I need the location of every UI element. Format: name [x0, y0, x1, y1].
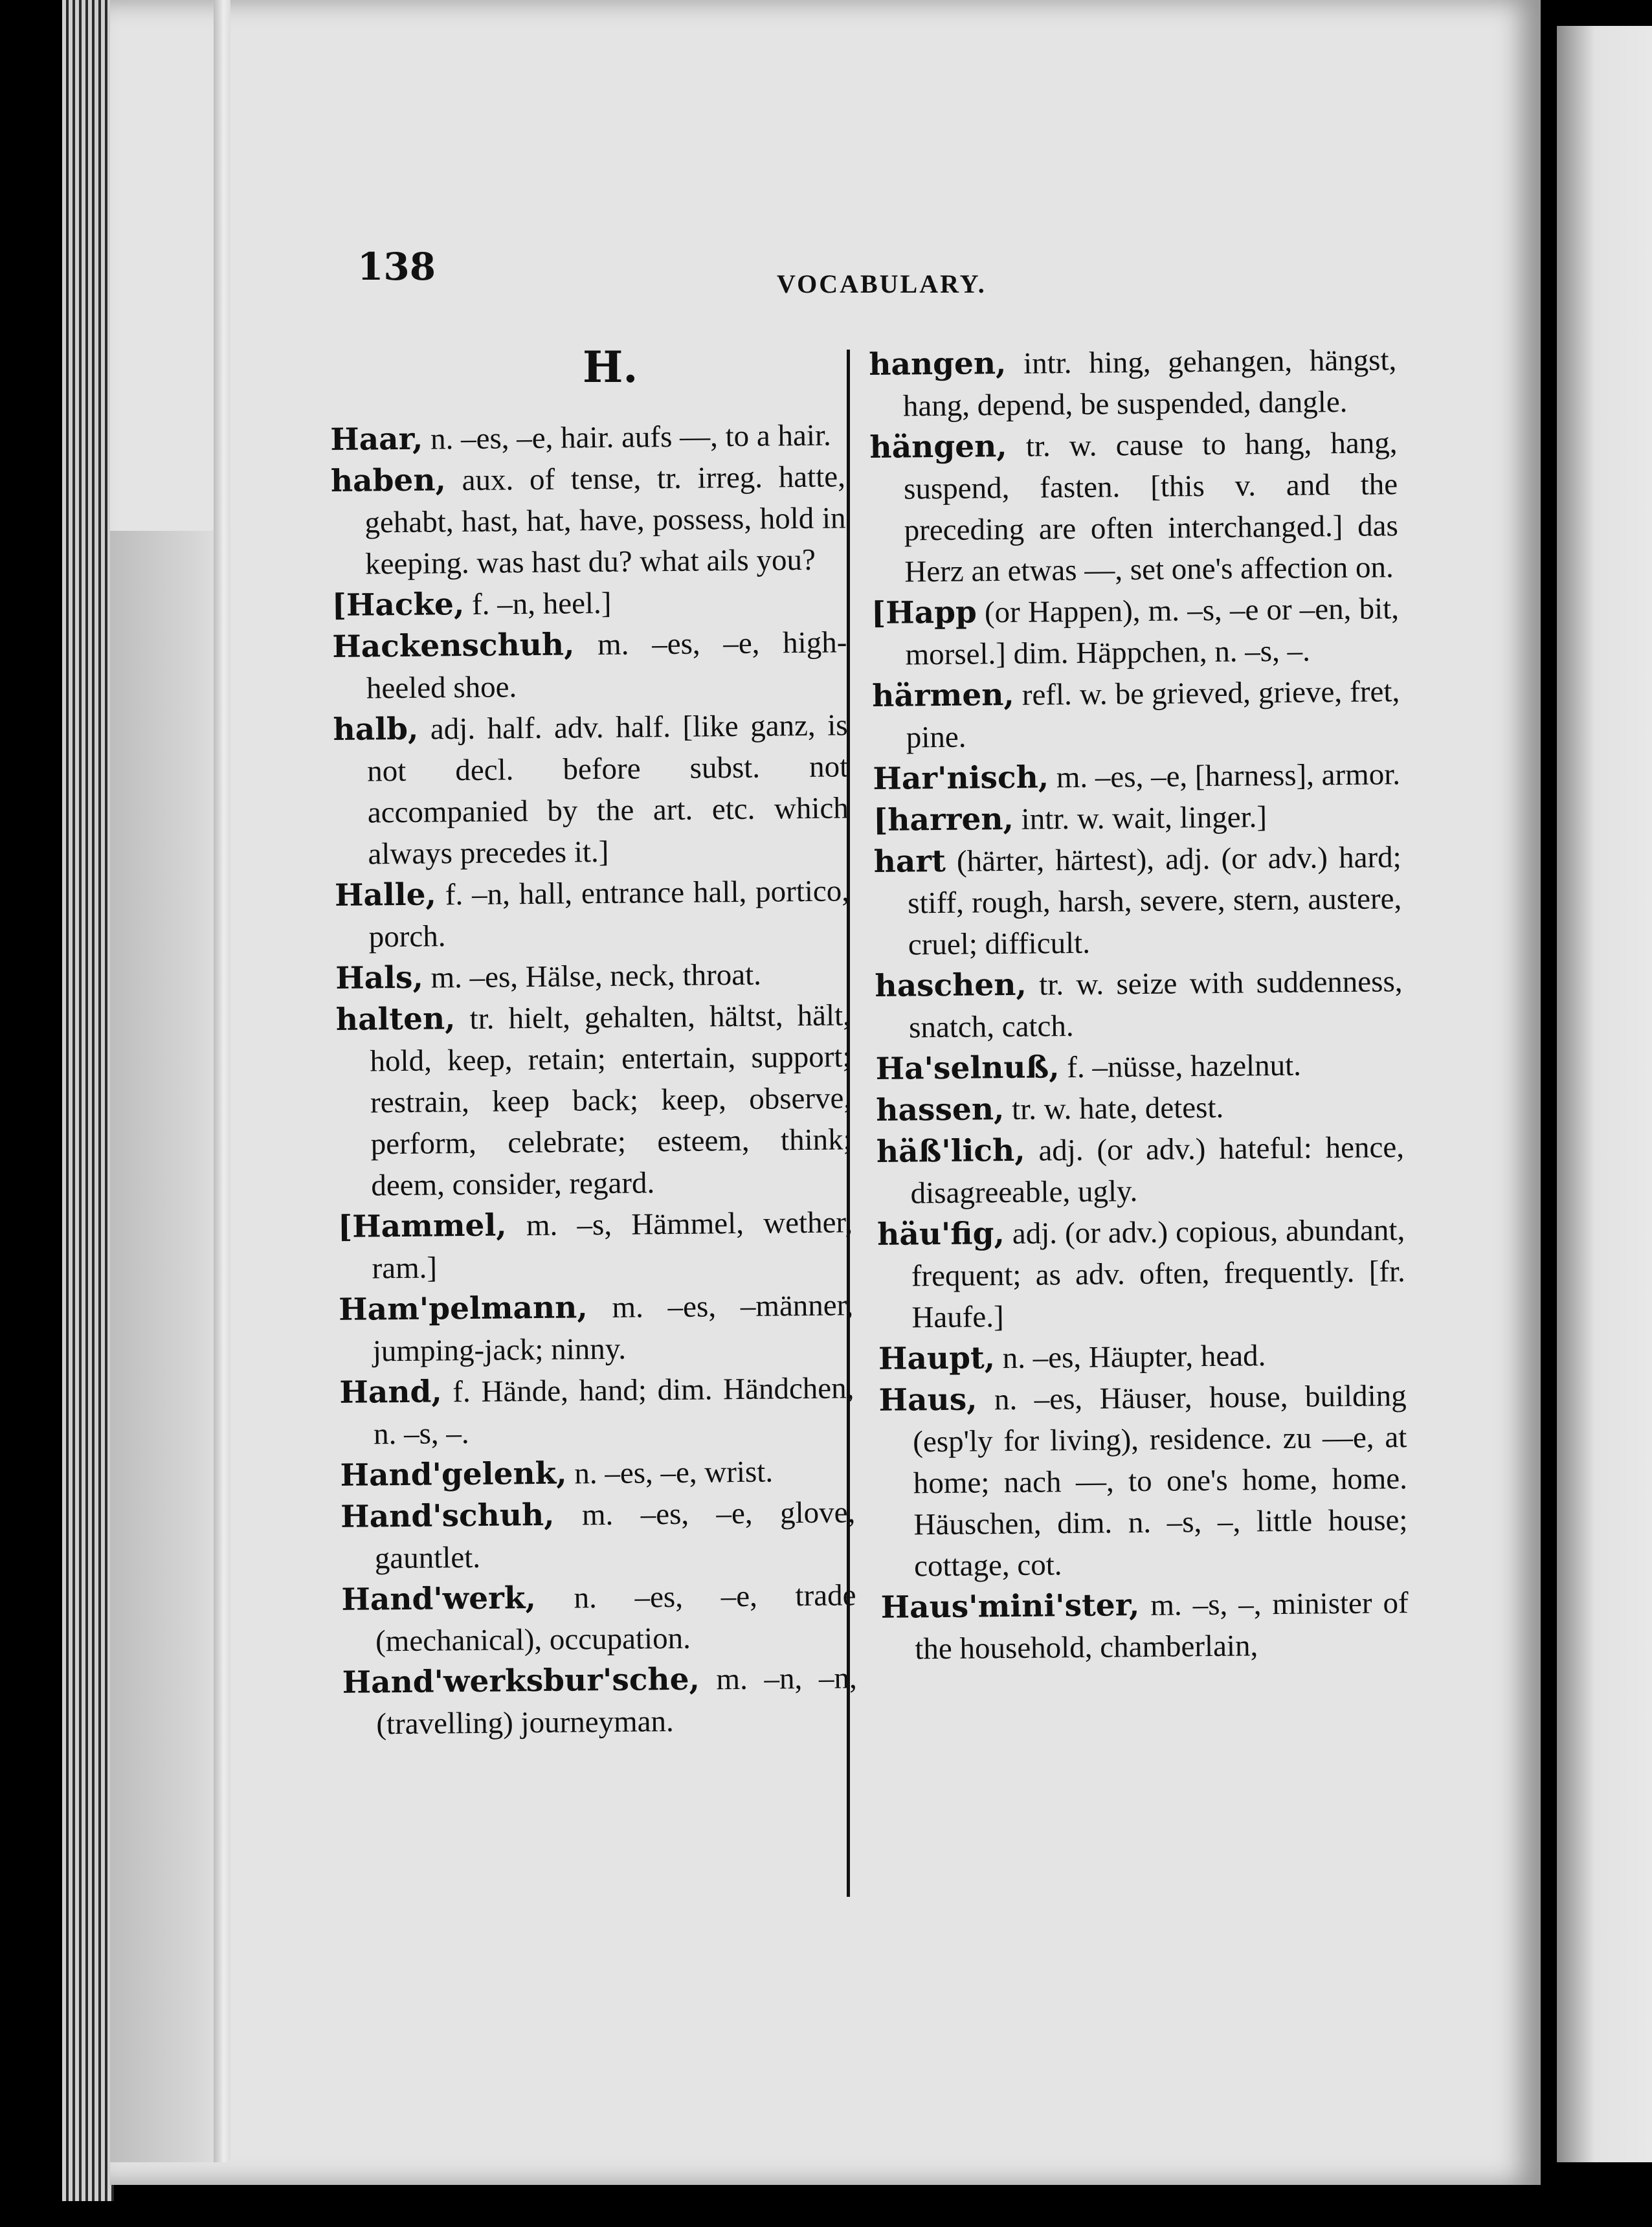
dictionary-entry [338, 1202, 853, 1290]
definition: f. –nüsse, hazelnut. [1059, 1048, 1302, 1085]
definition: intr. hing, gehangen, hängst, hang, depend, be suspended, dangle. [902, 343, 1397, 423]
headword: hassen, [876, 1091, 1005, 1128]
definition: m. –n, –n, (travelling) journeyman. [376, 1661, 857, 1741]
dictionary-entry [872, 671, 1400, 759]
definition: (härter, härtest), adj. (or adv.) hard; stiff, rough, harsh, severe, stern, austere, cruel; difficult. [908, 840, 1402, 962]
headword: [Hacke, [331, 587, 465, 623]
headword: Har'nisch, [873, 759, 1049, 797]
definition: m. –es, –männer, jumping-jack; ninny. [372, 1288, 854, 1369]
dictionary-entry [873, 836, 1402, 966]
headword: haschen, [875, 967, 1027, 1004]
headword: härmen, [871, 677, 1015, 714]
headword: Hand'schuh, [340, 1497, 555, 1535]
headword: Hals, [335, 959, 424, 996]
dictionary-entry [877, 1209, 1406, 1339]
dictionary-entry [332, 621, 847, 710]
dictionary-entry [876, 1126, 1405, 1214]
dictionary-entry [869, 422, 1398, 593]
headword: Haus, [878, 1382, 977, 1418]
headword: [harren, [873, 801, 1014, 838]
headword: Hand, [339, 1374, 442, 1411]
definition: n. –es, –e, trade (mechanical), occupation. [375, 1578, 856, 1659]
dictionary-entry [880, 1582, 1409, 1670]
dictionary-entry [336, 994, 853, 1207]
definition: m. –es, –e, [harness], armor. [1048, 757, 1401, 795]
dictionary-entry [876, 1085, 1404, 1132]
headword: hängen, [869, 428, 1007, 465]
dictionary-entry [339, 1367, 854, 1455]
dictionary-entry [341, 1574, 856, 1662]
dictionary-entry [878, 1334, 1407, 1380]
dictionary-entry [339, 1284, 854, 1372]
headword: Ha'selnuß, [875, 1049, 1060, 1087]
running-head: VOCABULARY. [777, 269, 987, 298]
dictionary-entry [330, 414, 845, 461]
definition: m. –s, Hämmel, wether, ram.] [372, 1205, 853, 1286]
left-column [330, 414, 858, 1745]
definition: intr. w. wait, linger.] [1013, 800, 1267, 836]
definition: tr. hielt, gehalten, hältst, hält, hold, keep, retain; entertain, support; restrain, keep back; keep, observe, perform, celebrate; esteem, think; deem, consider, regard. [370, 998, 852, 1203]
definition: tr. w. cause to hang, hang, suspend, fasten. [this v. and the preceding are often interchanged.] das Herz an etwas —, set one's affection on. [903, 426, 1398, 589]
dictionary-entry [342, 1657, 857, 1745]
definition: n. –es, Häuser, house, building (esp'ly for living), residence. zu —e, at home; nach —, to one's home, home. Häuschen, dim. n. –s, –, little house; cottage, cot. [913, 1379, 1408, 1584]
facing-page-edge [1557, 26, 1652, 2162]
page-number: 138 [357, 245, 436, 289]
definition: m. –s, –, minister of the household, chamberlain, [915, 1586, 1409, 1666]
definition: n. –es, –e, wrist. [566, 1455, 774, 1491]
definition: adj. half. adv. half. [like ganz, is not decl. before subst. not accompanied by the art. etc. which always precedes it.] [366, 708, 849, 871]
headword: häß'lich, [876, 1132, 1025, 1170]
definition: adj. (or adv.) hateful: hence, disagreeable, ugly. [910, 1130, 1405, 1211]
definition: m. –es, –e, high-heeled shoe. [366, 625, 847, 706]
headword: häu'fig, [876, 1216, 1005, 1253]
headword: halb, [333, 711, 419, 748]
dictionary-entry [331, 456, 847, 585]
definition: m. –es, Hälse, neck, throat. [423, 957, 762, 995]
definition: (or Happen), m. –s, –e or –en, bit, morsel.] dim. Häppchen, n. –s, –. [905, 592, 1400, 672]
definition: refl. w. be grieved, grieve, fret, pine. [906, 675, 1400, 755]
dictionary-entry [869, 339, 1397, 427]
dictionary-entry [335, 870, 850, 958]
dictionary-entry [878, 1375, 1408, 1587]
definition: tr. w. hate, detest. [1004, 1090, 1224, 1127]
headword: Hand'werk, [341, 1580, 537, 1618]
right-column [869, 339, 1409, 1670]
definition: m. –es, –e, glove, gauntlet. [374, 1495, 856, 1576]
definition: n. –es, Häupter, head. [994, 1339, 1266, 1376]
dictionary-entry [331, 580, 847, 627]
headword: [Happ [871, 594, 977, 631]
headword: [Hammel, [337, 1207, 507, 1245]
headword: Haus'mini'ster, [880, 1587, 1140, 1626]
dictionary-entry [335, 953, 851, 1000]
dictionary-entry [875, 1044, 1403, 1090]
headword: halten, [335, 1001, 456, 1038]
headword: Hand'gelenk, [340, 1455, 567, 1494]
headword: Halle, [334, 877, 437, 913]
definition: tr. w. seize with suddenness, snatch, catch. [908, 965, 1403, 1045]
headword: hangen, [869, 345, 1007, 383]
section-letter: H. [583, 342, 638, 392]
definition: aux. of tense, tr. irreg. hatte, gehabt, hast, hat, have, possess, hold in keeping. was hast du? what ails you? [364, 460, 846, 581]
headword: Hackenschuh, [332, 627, 575, 665]
dictionary-entry [340, 1450, 855, 1497]
dictionary-entry [871, 588, 1400, 676]
definition: n. –es, –e, hair. aufs —, to a hair. [423, 418, 832, 456]
dictionary-entry [873, 795, 1401, 842]
headword: haben, [330, 462, 447, 499]
dictionary-entry [875, 961, 1403, 1049]
headword: Ham'pelmann, [338, 1290, 588, 1328]
definition: f. –n, hall, entrance hall, portico, porch. [368, 874, 850, 954]
headword: Haar, [330, 421, 423, 458]
page-edge [214, 0, 230, 2162]
dictionary-entry [340, 1492, 856, 1580]
dictionary-entry [873, 754, 1401, 800]
definition: adj. (or adv.) copious, abundant, frequent; as adv. often, frequently. [fr. Haufe.] [911, 1213, 1406, 1335]
page-stack-edges [62, 0, 114, 2201]
definition: f. –n, heel.] [464, 586, 612, 622]
headword: Hand'werksbur'sche, [342, 1661, 700, 1701]
dictionary-entry [333, 704, 849, 875]
headword: hart [873, 843, 946, 880]
definition: f. Hände, hand; dim. Händchen, n. –s, –. [373, 1371, 854, 1451]
headword: Haupt, [878, 1340, 996, 1377]
